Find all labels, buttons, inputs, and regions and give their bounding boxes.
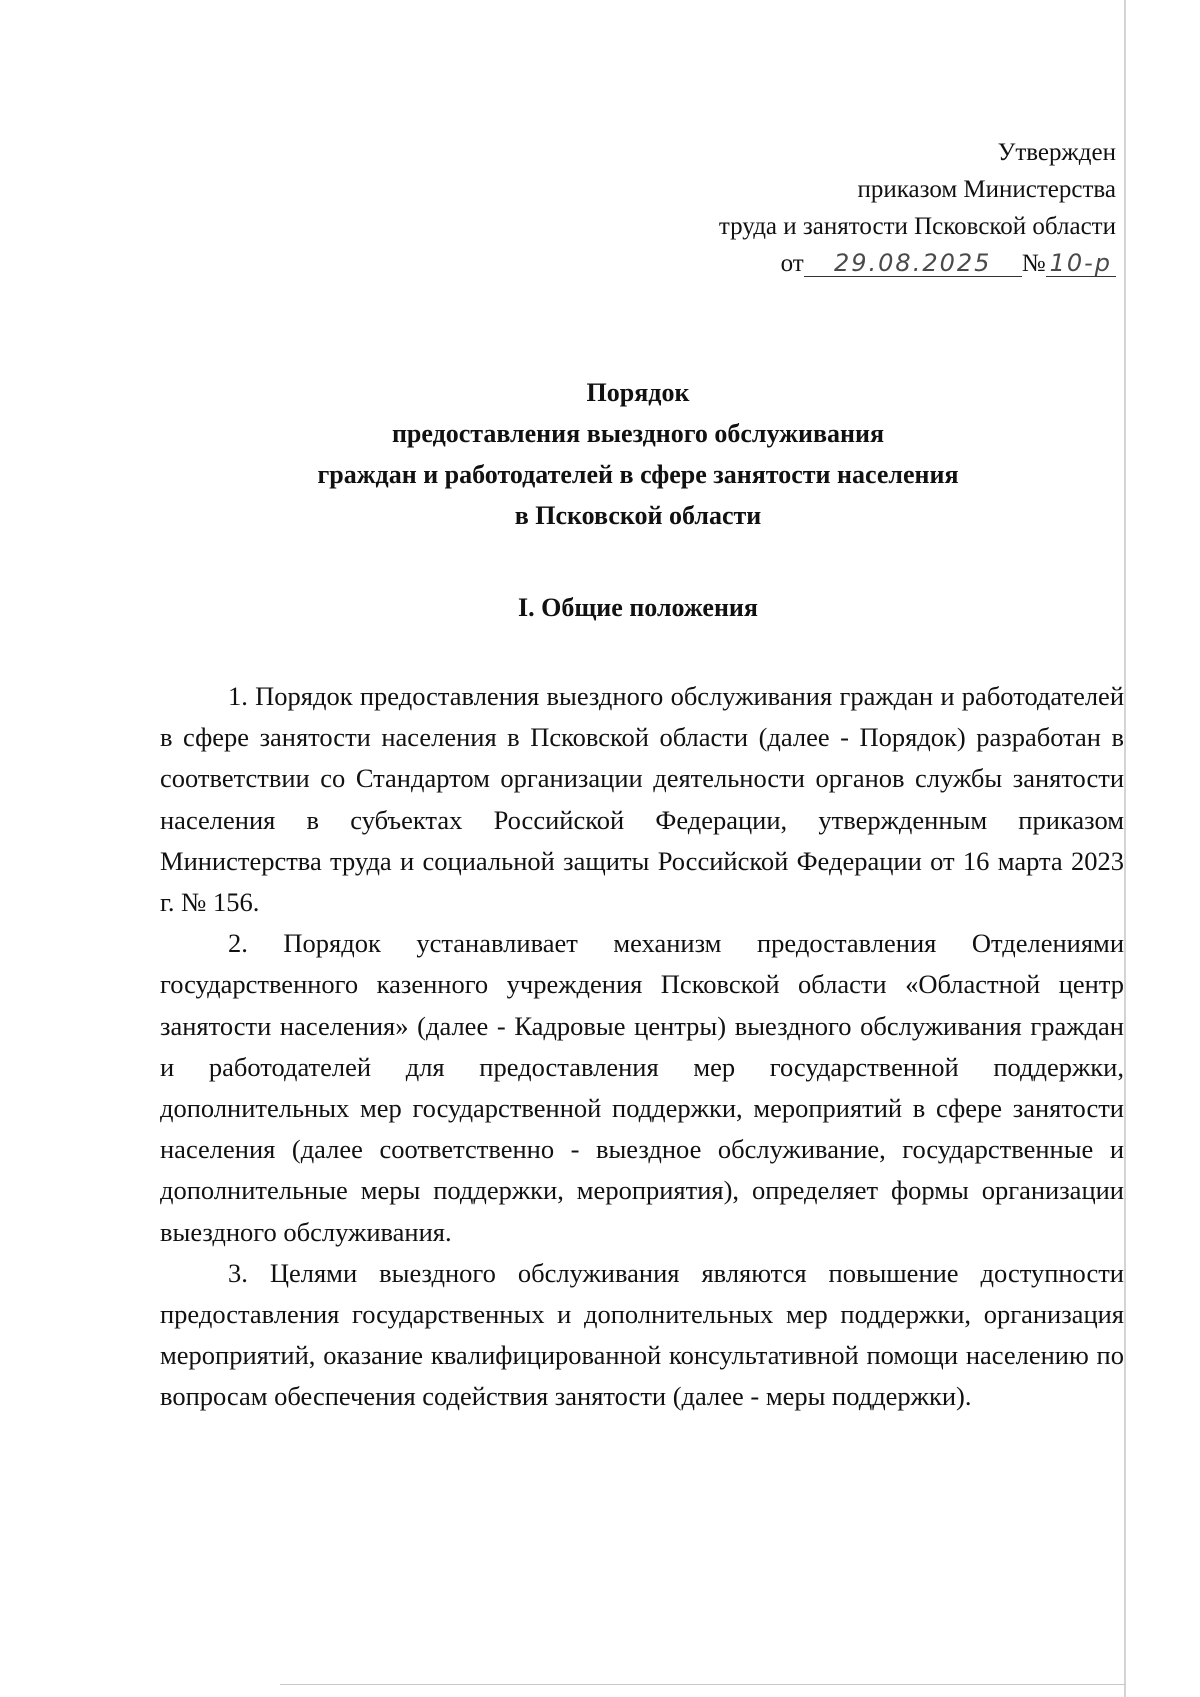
approval-line-approved: Утвержден <box>997 139 1116 166</box>
title-line-2: предоставления выездного обслуживания <box>391 419 885 448</box>
document-body <box>160 676 1124 1418</box>
section-heading: I. Общие положения <box>518 593 758 622</box>
handwritten-date: 29.08.2025 <box>804 250 1022 277</box>
approval-line-order: приказом Министерства <box>857 176 1116 203</box>
approval-line-ministry: труда и занятости Псковской области <box>718 213 1116 240</box>
date-prefix: от <box>780 250 804 277</box>
approval-block <box>719 134 1116 282</box>
bottom-scan-line <box>280 1684 1126 1685</box>
title-line-1: Порядок <box>586 378 690 407</box>
paragraph-2: 2. Порядок устанавливает механизм предоставления Отделениями государственного казенного учреждения Псковской области «Областной центр занятости населения» (далее - Кадровые центры) выездного обслуживания граждан и работодателей для предоставления мер государственной поддержки, дополнительных мер государственной поддержки, мероприятий в сфере занятости населения (далее соответственно - выездное обслуживание, государственные и дополнительные меры поддержки, мероприятия), определяет формы организации выездного обслуживания. <box>160 928 1124 1247</box>
title-line-4: в Псковской области <box>514 501 762 530</box>
approval-date-line <box>719 245 1116 282</box>
scan-edge-line <box>1124 0 1126 1697</box>
number-prefix: № <box>1021 250 1046 277</box>
paragraph-3: 3. Целями выездного обслуживания являются повышение доступности предоставления государственных и дополнительных мер поддержки, организация мероприятий, оказание квалифицированной консультативной помощи населению по вопросам обеспечения содействия занятости (далее - меры поддержки). <box>160 1257 1124 1412</box>
paragraph-1: 1. Порядок предоставления выездного обслуживания граждан и работодателей в сфере занятости населения в Псковской области (далее - Порядок) разработан в соответствии со Стандартом организации деятельности органов службы занятости населения в субъектах Российской Федерации, утвержденным приказом Министерства труда и социальной защиты Российской Федерации от 16 марта 2023 г. № 156. <box>160 681 1124 918</box>
title-line-3: граждан и работодателей в сфере занятости населения <box>317 460 959 489</box>
document-title <box>150 372 1126 536</box>
handwritten-number: 10-р <box>1046 250 1116 277</box>
